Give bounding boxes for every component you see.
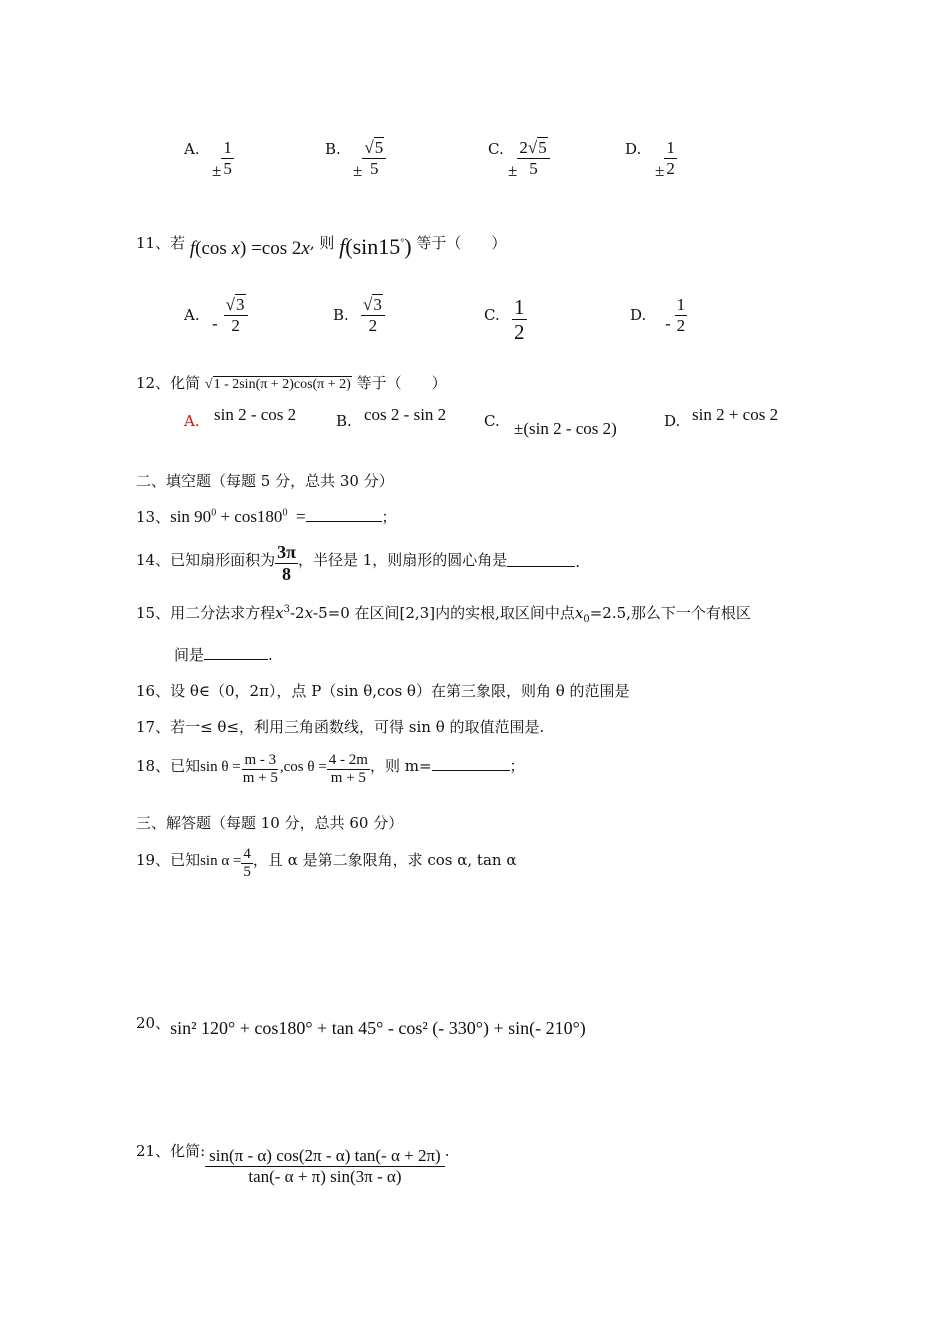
sin-text: sin α = — [200, 853, 242, 870]
plus-minus: ± — [212, 160, 222, 180]
numerator: √3 — [224, 295, 248, 316]
superscript: 0 — [211, 507, 217, 519]
q14-rest: ，半径是 1，则扇形的圆心角是 — [297, 551, 508, 570]
radicand: 1 - 2sin(π + 2)cos(π + 2) — [213, 377, 351, 392]
comma: , — [309, 234, 315, 252]
denominator: 2 — [368, 315, 378, 335]
denominator: m + 5 — [330, 770, 366, 787]
question-14 — [136, 542, 580, 584]
q20-expression: sin² 120° + cos180° + tan 45° - cos² (- 330°) + sin(- 210°) — [170, 1018, 586, 1038]
question-11 — [136, 228, 507, 259]
q14-text: 14、已知扇形面积为 — [136, 551, 276, 570]
numerator: 1 — [676, 295, 686, 314]
section-fill-in-title: 二、填空题（每题 5 分，总共 30 分） — [136, 472, 394, 490]
expr-part: + cos180 — [216, 507, 283, 526]
punctuation: ； — [381, 508, 397, 526]
func-f: f — [189, 238, 196, 259]
section-solve-title: 三、解答题（每题 10 分，总共 60 分） — [136, 814, 404, 832]
denominator: tan(- α + π) sin(3π - α) — [248, 1166, 402, 1186]
q15-text: 15、用二分法求方程 — [136, 604, 276, 622]
q12-option-a: sin 2 - cos 2 — [214, 405, 297, 424]
q15-text: 间是 — [174, 646, 205, 664]
denominator: 2 — [666, 158, 675, 178]
q18-text: ，则 m= — [369, 757, 432, 776]
arg: (sin15 — [345, 234, 401, 259]
q18-expression — [200, 752, 370, 787]
q11-option-b-label: B. — [333, 306, 349, 324]
q10-option-b — [353, 138, 386, 178]
q19-text: ，且 α 是第二象限角，求 cos α, tan α — [252, 851, 517, 870]
numerator: 1 — [666, 138, 675, 157]
question-15 — [136, 602, 751, 625]
denominator: 5 — [243, 864, 251, 881]
question-18 — [136, 752, 525, 788]
q10-option-b-label: B. — [325, 140, 341, 158]
q11-option-c-label: C. — [484, 306, 500, 324]
paren: ) — [404, 234, 412, 259]
func-f: f — [339, 234, 346, 259]
punctuation: . — [444, 1142, 450, 1161]
q11-option-d-label: D. — [630, 306, 647, 324]
numerator: sin(π - α) cos(2π - α) tan(- α + 2π) — [205, 1146, 445, 1167]
q10-option-c — [508, 138, 550, 178]
q11-option-a — [212, 295, 248, 335]
var-x: x — [275, 604, 284, 622]
radicand: 3 — [373, 295, 382, 314]
q10-option-d-label: D. — [625, 140, 642, 158]
q12-option-d-label: D. — [664, 412, 681, 430]
q13-expression — [170, 507, 305, 526]
numerator: √3 — [361, 295, 385, 316]
question-number: 20、 — [136, 1014, 171, 1032]
minus-sign: - — [665, 313, 671, 333]
numerator: m - 3 — [242, 752, 278, 770]
question-16: 16、设 θ∈（0，2π），点 P（sin θ,cos θ）在第三象限，则角 θ 的范围是 — [136, 682, 630, 700]
question-number: 13、 — [136, 508, 171, 526]
question-20 — [136, 1012, 586, 1038]
numerator: 3π — [277, 542, 296, 562]
q12-option-d: sin 2 + cos 2 — [692, 405, 779, 424]
exponent: 3 — [283, 604, 290, 615]
q10-option-a-label: A. — [184, 140, 200, 158]
question-number: 11、若 — [136, 234, 186, 252]
q19-text: 19、已知 — [136, 851, 201, 870]
q12-option-a-label: A. — [184, 412, 200, 430]
answer-blank[interactable] — [507, 566, 575, 567]
denominator: 5 — [529, 158, 538, 178]
numerator: 1 — [514, 295, 525, 319]
question-15-line2 — [174, 644, 273, 665]
plus-minus: ± — [655, 160, 665, 180]
subscript: 0 — [583, 614, 590, 625]
sin-text: sin θ = — [200, 759, 241, 776]
q10-option-c-label: C. — [488, 140, 504, 158]
denominator: 5 — [370, 158, 379, 178]
q15-text: -5=0 在区间[2,3]内的实根,取区间中点 — [313, 604, 575, 622]
cos-text: cos — [201, 238, 227, 259]
q11-option-c — [512, 295, 527, 344]
question-12 — [136, 372, 447, 393]
var-x: x — [304, 604, 314, 622]
radicand: 5 — [538, 138, 547, 157]
minus-sign: - — [212, 313, 218, 333]
plus-minus: ± — [353, 160, 363, 180]
var-x: x — [301, 238, 310, 259]
numerator: √5 — [362, 138, 386, 159]
question-21 — [136, 1142, 450, 1186]
denominator: 2 — [514, 320, 525, 345]
denominator: 2 — [231, 315, 240, 335]
coefficient: 2 — [519, 138, 528, 157]
fraction — [327, 752, 370, 788]
q11-option-b — [361, 295, 385, 335]
answer-blank[interactable] — [306, 521, 382, 522]
q10-option-a — [212, 138, 234, 178]
denominator: 2 — [676, 315, 686, 335]
fraction — [241, 846, 253, 882]
ze-text: 则 — [319, 234, 335, 252]
q15-text: =2.5,那么下一个有根区 — [589, 604, 751, 622]
q11-option-d — [665, 295, 687, 335]
punctuation: . — [268, 646, 273, 664]
degree: ° — [400, 237, 405, 249]
q11-target — [339, 234, 411, 259]
q12-option-b-label: B. — [336, 412, 352, 430]
equals: = — [295, 507, 306, 526]
punctuation: ； — [509, 757, 525, 776]
answer-blank[interactable] — [432, 770, 510, 771]
numerator: 4 — [241, 846, 253, 864]
question-17: 17、若一≤ θ≤，利用三角函数线，可得 sin θ 的取值范围是. — [136, 718, 545, 736]
radicand: 3 — [236, 295, 245, 314]
q19-expression — [200, 846, 253, 881]
q12-radical: √1 - 2sin(π + 2)cos(π + 2) — [204, 377, 351, 392]
q12-option-b: cos 2 - sin 2 — [364, 405, 447, 424]
question-suffix: 等于（ ） — [416, 234, 507, 252]
denominator: m + 5 — [242, 770, 278, 787]
q15-text: -2 — [289, 604, 305, 622]
expr-part: sin 90 — [170, 507, 212, 526]
superscript: 0 — [282, 507, 288, 519]
denominator: 5 — [223, 158, 232, 178]
q18-text: 18、已知 — [136, 757, 201, 776]
fraction — [241, 752, 280, 788]
denominator: 8 — [282, 563, 292, 584]
paren: ) — [240, 238, 247, 259]
q11-condition — [190, 238, 310, 259]
q21-text: 21、化简: — [136, 1142, 206, 1161]
q10-option-d — [655, 138, 677, 178]
question-19 — [136, 846, 516, 882]
eq-text: =cos 2 — [251, 238, 302, 259]
var-x: x — [231, 238, 240, 259]
numerator: 1 — [223, 138, 232, 157]
punctuation: . — [575, 553, 581, 572]
var-x: x — [574, 604, 584, 622]
q12-option-c: ±(sin 2 - cos 2) — [514, 419, 617, 438]
numerator: 2√5 — [517, 138, 549, 159]
question-13 — [136, 506, 397, 527]
q14-fraction — [275, 542, 298, 584]
question-suffix: 等于（ ） — [356, 374, 447, 392]
radicand: 5 — [374, 138, 384, 157]
question-number: 12、化简 — [136, 374, 201, 392]
answer-blank[interactable] — [204, 659, 268, 660]
cos-text: ,cos θ = — [279, 759, 327, 776]
numerator: 4 - 2m — [327, 752, 370, 770]
q21-fraction — [205, 1146, 445, 1186]
paren: ( — [195, 238, 202, 259]
plus-minus: ± — [508, 160, 518, 180]
q11-option-a-label: A. — [184, 306, 200, 324]
q12-option-c-label: C. — [484, 412, 500, 430]
